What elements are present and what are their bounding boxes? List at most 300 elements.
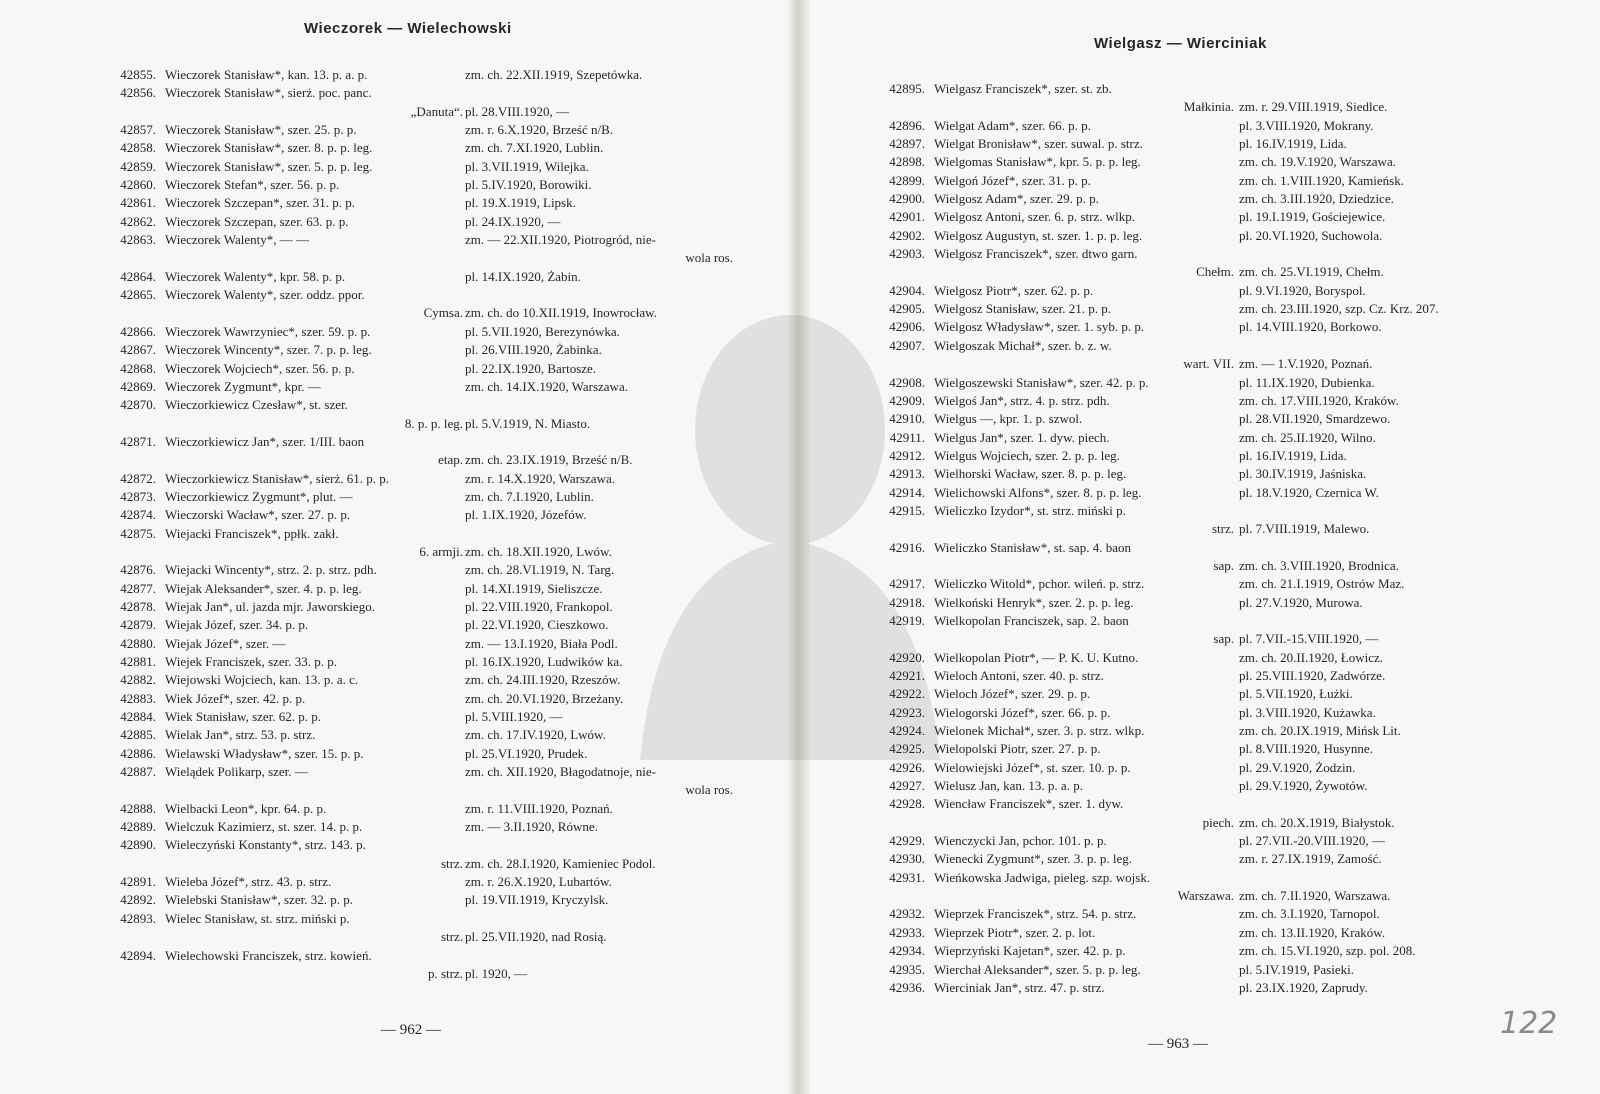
entry-status: pl. 20.VI.1920, Suchowola. [1239,227,1383,243]
entry-row [877,153,1517,171]
entry-number: 42932. [889,906,925,922]
entry-row [877,318,1517,336]
entry-number: 42903. [889,246,925,262]
entry-row [877,392,1517,410]
entry-continuation-row [877,814,1517,832]
entry-row [877,429,1517,447]
entry-row [108,800,733,818]
entry-continuation-row [108,304,733,322]
entry-status: zm. ch. 28.VI.1919, N. Targ. [465,562,615,578]
entry-status: pl. 29.V.1920, Żywotów. [1239,778,1368,794]
entry-name: Wieczorek Stanisław*, szer. 5. p. p. leg. [165,158,373,174]
entry-status: zm. — 13.I.1920, Biała Podl. [465,635,618,651]
entry-status: pl. 27.V.1920, Murowa. [1239,594,1363,610]
book-gutter [788,0,812,1094]
entry-row [877,447,1517,465]
entry-text-continuation: wola ros. [685,250,733,266]
entry-row [877,245,1517,263]
entry-name: Wieczorek Walenty*, — — [165,232,310,248]
entry-number: 42936. [889,979,925,995]
entry-row [877,961,1517,979]
entry-name: Wielgoszak Michał*, szer. b. z. w. [934,337,1112,353]
entry-row [877,539,1517,557]
entry-row [877,117,1517,135]
entry-row [108,891,733,909]
entry-name: Wiejak Aleksander*, szer. 4. p. p. leg. [165,580,362,596]
entry-status: zm. ch. 7.II.1920, Warszawa. [1239,888,1391,904]
entry-status: zm. ch. do 10.XII.1919, Inowrocław. [465,305,657,321]
entry-status: pl. 28.VIII.1920, — [465,103,569,119]
entry-status: pl. 30.IV.1919, Jaśniska. [1239,466,1367,482]
entry-name: Wielogorski Józef*, szer. 66. p. p. [934,704,1111,720]
entry-unit-continuation: piech. [1202,814,1234,830]
entry-number: 42877. [120,580,156,596]
entry-row [108,433,733,451]
entry-name: Wienecki Zygmunt*, szer. 3. p. p. leg. [934,851,1133,867]
entry-number: 42871. [120,433,156,449]
entry-status: pl. 16.IX.1920, Ludwików ka. [465,654,623,669]
entry-row [108,286,733,304]
entry-number: 42891. [120,874,156,890]
entry-status: zm. — 1.V.1920, Poznań. [1239,356,1373,372]
entry-row [877,465,1517,483]
entry-name: Wieliczko Izydor*, st. strz. miński p. [934,502,1126,518]
entry-status: pl. 29.V.1920, Żodzin. [1239,759,1356,775]
entry-row [108,525,733,543]
entry-name: Wielgasz Franciszek*, szer. st. zb. [934,81,1112,96]
entry-row [108,213,733,231]
entry-status: zm. ch. 20.X.1919, Białystok. [1239,814,1395,830]
entry-status: pl. 22.IX.1920, Bartosze. [465,360,597,376]
left-entry-list [108,66,733,983]
entry-row [108,690,733,708]
entry-name: Wieczorek Stanisław*, szer. 25. p. p. [165,122,357,138]
entry-number: 42919. [889,612,925,628]
entry-status: pl. 11.IX.1920, Dubienka. [1239,374,1375,390]
entry-name: Wieńkowska Jadwiga, pieleg. szp. wojsk. [934,869,1151,885]
entry-number: 42873. [120,488,156,504]
entry-name: Wielgus —, kpr. 1. p. szwol. [934,411,1083,427]
entry-number: 42880. [120,635,156,651]
entry-number: 42909. [889,392,925,408]
entry-row [877,337,1517,355]
entry-number: 42886. [120,745,156,761]
entry-number: 42912. [889,447,925,463]
entry-row [108,653,733,671]
entry-unit-continuation: Chełm. [1196,264,1234,280]
entry-unit-continuation: strz. [1211,521,1234,537]
entry-name: Wielechowski Franciszek, strz. kowień. [165,947,372,963]
entry-status: zm. r. 26.X.1920, Lubartów. [465,874,612,890]
entry-number: 42860. [120,177,156,193]
entry-status: pl. 14.IX.1920, Żabin. [465,268,581,284]
entry-status: zm. ch. 1.VIII.1920, Kamieńsk. [1239,172,1404,188]
entry-status: zm. r. 14.X.1920, Warszawa. [465,470,615,486]
entry-number: 42929. [889,833,925,849]
entry-number: 42898. [889,154,925,170]
right-running-head: Wielgasz — Wierciniak [1094,35,1267,52]
entry-status: zm. ch. XII.1920, Błagodatnoje, nie- [465,764,656,780]
entry-continuation-row [108,103,733,121]
entry-row [877,135,1517,153]
entry-name: Wieliczko Stanisław*, st. sap. 4. baon [934,539,1131,555]
entry-number: 42876. [120,562,156,578]
entry-row [877,704,1517,722]
entry-name: Wielbacki Leon*, kpr. 64. p. p. [165,800,327,816]
entry-number: 42899. [889,172,925,188]
entry-status: pl. 25.VI.1920, Prudek. [465,745,588,761]
entry-number: 42902. [889,227,925,243]
entry-number: 42933. [889,924,925,940]
entry-status: pl. 22.VI.1920, Cieszkowo. [465,617,609,633]
entry-row [108,836,733,854]
left-running-head: Wieczorek — Wielechowski [304,20,512,37]
entry-status: pl. 19.I.1919, Gościejewice. [1239,209,1386,225]
entry-number: 42910. [889,411,925,427]
entry-row [108,947,733,965]
entry-name: Wiejacki Franciszek*, ppłk. zakł. [165,525,339,541]
entry-number: 42922. [889,686,925,702]
entry-status: zm. ch. 21.I.1919, Ostrów Maz. [1239,576,1405,592]
entry-row [108,231,733,249]
entry-status: zm. ch. 22.XII.1919, Szepetówka. [465,67,643,82]
entry-status: zm. ch. 14.IX.1920, Warszawa. [465,378,628,394]
entry-row [877,410,1517,428]
entry-row [108,910,733,928]
entry-row [108,158,733,176]
entry-unit-continuation: Małkinia. [1183,99,1234,115]
entry-number: 42865. [120,287,156,303]
entry-continuation-row [108,781,733,799]
entry-row [108,121,733,139]
entry-row [108,635,733,653]
entry-row [108,818,733,836]
entry-status: pl. 24.IX.1920, — [465,213,561,229]
entry-row [877,575,1517,593]
entry-number: 42855. [120,67,156,82]
entry-row [108,598,733,616]
entry-number: 42869. [120,378,156,394]
entry-status: pl. 5.IV.1919, Pasieki. [1239,961,1354,977]
entry-number: 42867. [120,342,156,358]
entry-row [877,612,1517,630]
entry-row [877,208,1517,226]
entry-name: Wielgus Wojciech, szer. 2. p. p. leg. [934,447,1120,463]
entry-number: 42904. [889,282,925,298]
entry-number: 42862. [120,213,156,229]
entry-status: zm. ch. 24.III.1920, Rzeszów. [465,672,621,688]
entry-number: 42857. [120,122,156,138]
entry-row [877,722,1517,740]
entry-number: 42916. [889,539,925,555]
entry-row [108,396,733,414]
entry-name: Wieczorek Walenty*, kpr. 58. p. p. [165,268,346,284]
entry-status: zm. — 3.II.1920, Równe. [465,819,598,835]
entry-name: Wieloch Józef*, szer. 29. p. p. [934,686,1091,702]
entry-name: Wieleczyński Konstanty*, strz. 143. p. [165,837,366,853]
entry-unit-continuation: „Danuta“. [410,103,463,119]
entry-row [877,190,1517,208]
entry-number: 42924. [889,723,925,739]
entry-number: 42870. [120,397,156,413]
entry-continuation-row [108,543,733,561]
entry-row [108,84,733,102]
entry-row [108,561,733,579]
entry-number: 42905. [889,301,925,317]
entry-status: pl. 22.VIII.1920, Frankopol. [465,598,613,614]
entry-status: zm. ch. 23.IX.1919, Brześć n/B. [465,452,633,468]
entry-number: 42893. [120,910,156,926]
entry-number: 42882. [120,672,156,688]
entry-row [108,139,733,157]
entry-number: 42928. [889,796,925,812]
entry-continuation-row [877,355,1517,373]
entry-name: Wieczorek Szczepan*, szer. 31. p. p. [165,195,356,211]
entry-row [877,300,1517,318]
entry-row [877,979,1517,997]
entry-status: pl. 5.V.1919, N. Miasto. [465,415,591,431]
entry-row [877,832,1517,850]
entry-row [108,470,733,488]
right-entry-list [877,80,1517,997]
entry-status: pl. 14.XI.1919, Sieliszcze. [465,580,603,596]
entry-row [877,172,1517,190]
entry-row [877,80,1517,98]
entry-name: Wiejak Jan*, ul. jazda mjr. Jaworskiego. [165,598,375,614]
entry-number: 42908. [889,374,925,390]
entry-name: Wielkopolan Franciszek, sap. 2. baon [934,612,1129,628]
entry-number: 42888. [120,800,156,816]
entry-name: Wieczorek Wawrzyniec*, szer. 59. p. p. [165,323,371,339]
entry-unit-continuation: 6. armji. [419,543,463,559]
entry-name: Wieczorek Stanisław*, kan. 13. p. a. p. [165,67,368,82]
entry-status: pl. 5.VIII.1920, — [465,709,563,725]
entry-row [877,850,1517,868]
entry-unit-continuation: strz. [440,855,463,871]
entry-status: zm. ch. 7.I.1920, Lublin. [465,488,594,504]
entry-name: Wielgosz Stanisław, szer. 21. p. p. [934,301,1111,317]
entry-name: Wieprzyński Kajetan*, szer. 42. p. p. [934,943,1126,959]
entry-number: 42895. [889,81,925,96]
entry-number: 42885. [120,727,156,743]
entry-status: pl. 25.VII.1920, nad Rosią. [465,929,607,945]
right-page-number: — 963 — [1148,1036,1208,1052]
entry-status: zm. ch. 3.III.1920, Dziedzice. [1239,191,1394,207]
entry-name: Wieczorkiewicz Zygmunt*, plut. — [165,488,353,504]
entry-number: 42918. [889,594,925,610]
entry-name: Wielebski Stanisław*, szer. 32. p. p. [165,892,353,908]
entry-number: 42927. [889,778,925,794]
entry-unit-continuation: wart. VII. [1183,356,1234,372]
entry-name: Wieprzek Piotr*, szer. 2. p. lot. [934,924,1096,940]
entry-name: Wielgus Jan*, szer. 1. dyw. piech. [934,429,1110,445]
entry-status: zm. ch. 20.VI.1920, Brzeżany. [465,690,624,706]
entry-name: Wieczorek Stanisław*, sierż. poc. panc. [165,85,372,101]
entry-text-continuation: wola ros. [685,782,733,798]
entry-unit-continuation: Warszawa. [1177,888,1234,904]
entry-number: 42868. [120,360,156,376]
entry-status: zm. ch. 15.VI.1920, szp. pol. 208. [1239,943,1416,959]
entry-row [877,282,1517,300]
entry-status: pl. 7.VII.-15.VIII.1920, — [1239,631,1379,647]
entry-unit-continuation: 8. p. p. leg. [404,415,463,431]
entry-status: pl. 3.VIII.1920, Kużawka. [1239,704,1376,720]
entry-name: Wielgosz Władysław*, szer. 1. syb. p. p. [934,319,1145,335]
entry-name: Wiejek Franciszek, szer. 33. p. p. [165,654,338,669]
entry-name: Wieczorek Stefan*, szer. 56. p. p. [165,177,340,193]
entry-status: pl. 8.VIII.1920, Husynne. [1239,741,1373,757]
entry-status: zm. — 22.XII.1920, Piotrogród, nie- [465,232,657,248]
entry-status: pl. 27.VII.-20.VIII.1920, — [1239,833,1385,849]
entry-status: zm. ch. 3.I.1920, Tarnopol. [1239,906,1380,922]
entry-status: zm. ch. 17.VIII.1920, Kraków. [1239,392,1399,408]
entry-row [877,227,1517,245]
entry-row [108,341,733,359]
entry-status: pl. 25.VIII.1920, Zadwórze. [1239,668,1386,683]
entry-row [877,924,1517,942]
entry-number: 42925. [889,741,925,757]
entry-number: 42864. [120,268,156,284]
entry-continuation-row [877,98,1517,116]
entry-status: pl. 18.V.1920, Czernica W. [1239,484,1379,500]
entry-name: Wielgat Adam*, szer. 66. p. p. [934,117,1091,133]
entry-row [108,176,733,194]
entry-number: 42856. [120,85,156,101]
entry-number: 42920. [889,649,925,665]
entry-name: Wielichowski Alfons*, szer. 8. p. p. leg. [934,484,1142,500]
entry-status: pl. 16.IV.1919, Lida. [1239,447,1347,463]
entry-status: zm. r. 11.VIII.1920, Poznań. [465,800,613,816]
entry-status: pl. 5.VII.1920, Berezynówka. [465,323,620,339]
entry-number: 42907. [889,337,925,353]
entry-row [877,685,1517,703]
entry-name: Wiek Józef*, szer. 42. p. p. [165,690,306,706]
entry-number: 42883. [120,690,156,706]
entry-status: zm. r. 29.VIII.1919, Siedlce. [1239,99,1388,115]
entry-row [877,502,1517,520]
entry-number: 42913. [889,466,925,482]
entry-continuation-row [877,263,1517,281]
entry-status: pl. 1.IX.1920, Józefów. [465,507,587,523]
entry-name: Wieczorski Wacław*, szer. 27. p. p. [165,507,351,523]
entry-status: pl. 28.VII.1920, Smardzewo. [1239,411,1391,427]
entry-name: Wielgosz Franciszek*, szer. dtwo garn. [934,246,1138,262]
entry-row [108,378,733,396]
entry-number: 42878. [120,598,156,614]
entry-status: zm. ch. 20.II.1920, Łowicz. [1239,649,1384,665]
entry-unit-continuation: sap. [1213,631,1234,647]
entry-continuation-row [877,887,1517,905]
entry-number: 42863. [120,232,156,248]
entry-number: 42896. [889,117,925,133]
entry-row [108,66,733,84]
entry-name: Wielgoń Józef*, szer. 31. p. p. [934,172,1091,188]
entry-row [108,763,733,781]
entry-number: 42931. [889,869,925,885]
entry-status: zm. r. 27.IX.1919, Zamość. [1239,851,1382,867]
entry-continuation-row [108,249,733,267]
entry-number: 42911. [889,429,925,445]
entry-name: Wieprzek Franciszek*, strz. 54. p. strz. [934,906,1137,922]
entry-row [877,942,1517,960]
entry-status: zm. ch. 7.XI.1920, Lublin. [465,140,604,156]
entry-name: Wielgosz Antoni, szer. 6. p. strz. wlkp. [934,209,1135,225]
entry-number: 42917. [889,576,925,592]
entry-status: zm. ch. 23.III.1920, szp. Cz. Krz. 207. [1239,301,1439,317]
entry-status: pl. 23.IX.1920, Zaprudy. [1239,979,1368,995]
entry-number: 42879. [120,617,156,633]
entry-continuation-row [108,451,733,469]
entry-name: Wielgosz Adam*, szer. 29. p. p. [934,191,1099,207]
entry-row [877,795,1517,813]
entry-row [108,488,733,506]
entry-row [877,740,1517,758]
entry-name: Wierchał Aleksander*, szer. 5. p. p. leg. [934,961,1141,977]
entry-number: 42923. [889,704,925,720]
entry-name: Wiejak Józef*, szer. — [165,635,286,651]
entry-name: Wielowiejski Józef*, st. szer. 10. p. p. [934,759,1131,775]
entry-unit-continuation: p. strz. [427,965,463,981]
entry-number: 42897. [889,136,925,152]
entry-number: 42892. [120,892,156,908]
entry-row [108,671,733,689]
entry-name: Wielonek Michał*, szer. 3. p. strz. wlkp. [934,723,1145,739]
entry-name: Wielak Jan*, strz. 53. p. strz. [165,727,316,743]
entry-name: Wielopolski Piotr, szer. 27. p. p. [934,741,1101,757]
entry-name: Wieloch Antoni, szer. 40. p. strz. [934,668,1104,683]
entry-number: 42872. [120,470,156,486]
entry-number: 42894. [120,947,156,963]
entry-name: Wieliczko Witold*, pchor. wileń. p. strz. [934,576,1145,592]
entry-continuation-row [877,520,1517,538]
entry-row [108,506,733,524]
entry-name: Wiejowski Wojciech, kan. 13. p. a. c. [165,672,359,688]
entry-row [877,649,1517,667]
entry-name: Wieczorek Szczepan, szer. 63. p. p. [165,213,349,229]
entry-name: Wielkopolan Piotr*, — P. K. U. Kutno. [934,649,1139,665]
entry-name: Wielgosz Piotr*, szer. 62. p. p. [934,282,1094,298]
entry-name: Wielhorski Wacław, szer. 8. p. p. leg. [934,466,1127,482]
entry-name: Wiejacki Wincenty*, strz. 2. p. strz. pdh. [165,562,377,578]
entry-continuation-row [877,557,1517,575]
entry-number: 42889. [120,819,156,835]
entry-name: Wielgoś Jan*, strz. 4. p. strz. pdh. [934,392,1110,408]
entry-name: Wiencław Franciszek*, szer. 1. dyw. [934,796,1124,812]
entry-continuation-row [108,965,733,983]
entry-number: 42859. [120,158,156,174]
entry-status: zm. ch. 19.V.1920, Warszawa. [1239,154,1396,170]
entry-row [877,667,1517,685]
entry-name: Wiek Stanisław, szer. 62. p. p. [165,709,322,725]
entry-row [877,759,1517,777]
entry-name: Wielgosz Augustyn, st. szer. 1. p. p. leg. [934,227,1143,243]
entry-name: Wieczorkiewicz Stanisław*, sierż. 61. p. p. [165,470,390,486]
entry-status: zm. ch. 3.VIII.1920, Brodnica. [1239,557,1399,573]
entry-number: 42900. [889,191,925,207]
entry-unit-continuation: Cymsa. [423,305,463,321]
entry-status: pl. 14.VIII.1920, Borkowo. [1239,319,1382,335]
entry-name: Wielczuk Kazimierz, st. szer. 14. p. p. [165,819,363,835]
entry-row [877,905,1517,923]
entry-number: 42858. [120,140,156,156]
entry-number: 42901. [889,209,925,225]
entry-status: pl. 9.VI.1920, Boryspol. [1239,282,1366,298]
entry-continuation-row [877,630,1517,648]
entry-number: 42887. [120,764,156,780]
entry-row [108,194,733,212]
entry-row [108,726,733,744]
entry-status: zm. ch. 18.XII.1920, Lwów. [465,543,612,559]
